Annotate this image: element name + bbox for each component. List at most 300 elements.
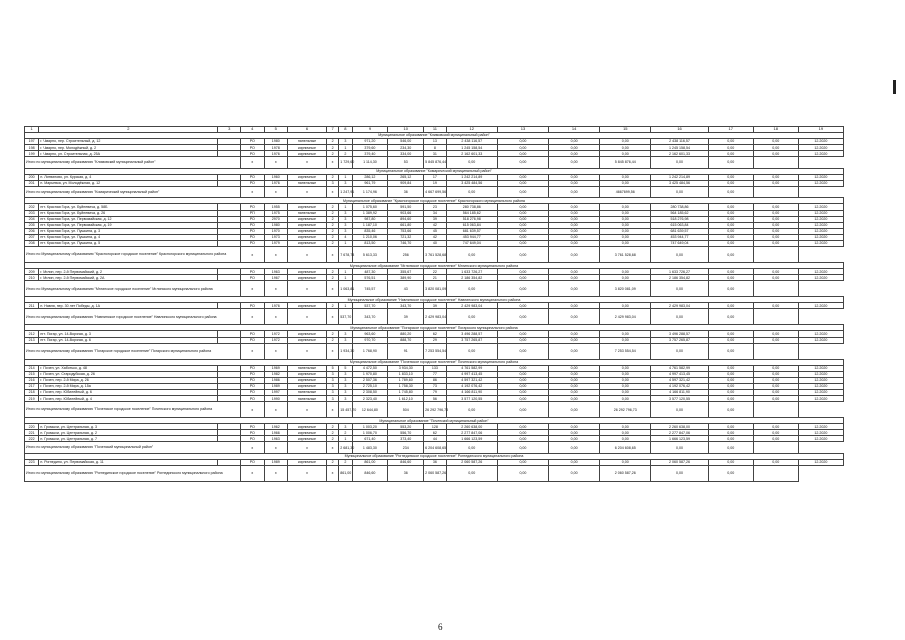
subtotal-row: [25, 281, 844, 297]
table-cell: 0,00: [497, 459, 548, 465]
table-cell: 0,00: [600, 145, 651, 151]
table-cell: 1 789,60: [388, 377, 424, 383]
table-cell: 7 678,78: [339, 247, 352, 263]
table-cell: [753, 247, 798, 263]
table-cell: 0,00: [708, 269, 753, 275]
table-cell: 222: [25, 436, 39, 442]
table-cell: 0,00: [549, 174, 600, 180]
table-cell: 2: [326, 145, 338, 151]
table-cell: 2: [339, 430, 352, 436]
table-cell: 12.2020: [798, 459, 843, 465]
table-cell: 379,40: [352, 151, 388, 157]
table-cell: 42: [424, 234, 447, 240]
table-cell: 133: [424, 365, 447, 371]
table-cell: кирпичные: [288, 430, 327, 436]
table-cell: 0,00: [549, 157, 600, 169]
table-cell: 7 253 554,54: [424, 343, 447, 359]
table-cell: 2 438 116,57: [651, 139, 708, 145]
table-cell: 4 997 413,45: [446, 371, 497, 377]
table-cell: 0,00: [600, 303, 651, 309]
subtotal-label: Итого по муниципальному образованию "Почепское городское поселение" Почепского муниципального района: [25, 402, 241, 418]
table-cell: 3: [339, 216, 352, 222]
table-cell: 2 438 116,57: [446, 139, 497, 145]
table-cell: 2: [339, 151, 352, 157]
table-cell: 0,00: [708, 222, 753, 228]
table-cell: 0,00: [549, 204, 600, 210]
table-cell: 373,40: [388, 436, 424, 442]
table-cell: 5 845 876,44: [600, 157, 651, 169]
table-cell: 0,00: [708, 459, 753, 465]
table-cell: 4 166 811,90: [651, 389, 708, 395]
table-cell: 77: [424, 371, 447, 377]
table-cell: 0,00: [651, 247, 708, 263]
table-cell: 2 162 601,33: [651, 151, 708, 157]
table-cell: 0,00: [708, 241, 753, 247]
table-cell: 0,00: [600, 459, 651, 465]
column-number-header: 6: [288, 127, 327, 133]
table-cell: 12.2020: [798, 377, 843, 383]
table-cell: 1 745,80: [388, 389, 424, 395]
table-cell: 0,00: [497, 396, 548, 402]
table-cell: 4 997 413,45: [651, 371, 708, 377]
table-cell: РО: [240, 204, 264, 210]
table-cell: 0,00: [600, 174, 651, 180]
table-cell: 1976: [264, 151, 288, 157]
table-cell: 1 245 158,54: [651, 145, 708, 151]
subtotal-row: [25, 442, 844, 454]
table-cell: 846,60: [352, 466, 388, 482]
table-cell: 2 260 638,00: [651, 424, 708, 430]
table-cell: кирпичные: [288, 269, 327, 275]
table-cell: кирпичные: [288, 436, 327, 442]
table-cell: РО: [240, 269, 264, 275]
table-cell: пгт. Красная Гора, ул. Пушкина, д. 5: [39, 241, 218, 247]
table-cell: 0,00: [708, 424, 753, 430]
table-cell: г. Мглин, пер. 2-й Первомайский, д. 2: [39, 269, 218, 275]
table-cell: 36: [388, 186, 424, 198]
table-cell: 1 758,30: [388, 383, 424, 389]
table-cell: г. Чмарно, пер. Строительный, д. 12: [39, 139, 218, 145]
table-cell: 2 429 983,04: [651, 303, 708, 309]
table-cell: 0,00: [753, 396, 798, 402]
table-cell: x: [326, 343, 338, 359]
table-cell: 0,00: [708, 402, 753, 418]
table-cell: 1986: [264, 377, 288, 383]
table-cell: 0,00: [753, 430, 798, 436]
table-cell: 0,00: [708, 174, 753, 180]
table-cell: 453 944,77: [446, 234, 497, 240]
table-cell: 1989: [264, 383, 288, 389]
column-number-header: 1: [25, 127, 39, 133]
table-cell: 0,00: [497, 309, 548, 325]
table-cell: 0,00: [549, 186, 600, 198]
table-cell: 220: [25, 424, 39, 430]
table-cell: 23: [424, 204, 447, 210]
table-cell: РО: [240, 396, 264, 402]
table-cell: РО: [240, 430, 264, 436]
section-heading: Муниципальное образование "Мглинское городское поселение" Мглинского муниципального района: [25, 263, 844, 269]
table-cell: 0,00: [549, 269, 600, 275]
table-cell: 343,70: [388, 303, 424, 309]
table-cell: п. Навля, пер. 30 лет Победы, д. 1А: [39, 303, 218, 309]
table-cell: 2 507,36: [352, 377, 388, 383]
table-cell: кирпичные: [288, 371, 327, 377]
table-cell: 2: [326, 216, 338, 222]
table-cell: 0,00: [708, 234, 753, 240]
table-cell: 2 060 587,26: [651, 459, 708, 465]
table-cell: 355,67: [388, 269, 424, 275]
table-cell: 537,70: [339, 309, 352, 325]
table-cell: x: [240, 247, 264, 263]
table-cell: 2 186 354,82: [651, 275, 708, 281]
table-cell: 0,00: [600, 430, 651, 436]
table-cell: 1: [339, 241, 352, 247]
table-cell: г. Чмарно, ул. Строительная, д. 25А: [39, 151, 218, 157]
table-cell: 3 425 484,56: [651, 180, 708, 186]
table-cell: 2 429 983,04: [424, 309, 447, 325]
table-cell: 963,60: [352, 331, 388, 337]
table-cell: 846,60: [388, 459, 424, 465]
subtotal-label: Итого по муниципальному образованию "Рогнединское городское поселение" Рогнединского муниципального района: [25, 466, 241, 482]
table-cell: 12.2020: [798, 337, 843, 343]
table-cell: 0,00: [708, 383, 753, 389]
table-cell: 0,00: [549, 331, 600, 337]
table-cell: 3 425 484,56: [446, 180, 497, 186]
table-cell: 209: [25, 269, 39, 275]
table-cell: панельные: [288, 396, 327, 402]
table-cell: г. Почеп, пер. 2-й Мира, д. 26: [39, 377, 218, 383]
table-cell: 0,00: [708, 151, 753, 157]
table-cell: 0,00: [549, 371, 600, 377]
table-cell: x: [326, 186, 338, 198]
table-cell: 0,00: [600, 216, 651, 222]
table-cell: 0,00: [753, 145, 798, 151]
table-cell: x: [240, 157, 264, 169]
table-cell: 343,70: [352, 309, 388, 325]
table-cell: 1978: [264, 145, 288, 151]
table-cell: РО: [240, 331, 264, 337]
subtotal-label: Итого по муниципальному образованию "Навлинское городское поселение" Навлинского муниципального района: [25, 309, 241, 325]
table-cell: 3: [326, 180, 338, 186]
table-cell: 1 210,06: [352, 234, 388, 240]
table-cell: РО: [240, 424, 264, 430]
table-cell: 0,00: [497, 157, 548, 169]
table-cell: 3: [339, 210, 352, 216]
table-cell: 0,00: [600, 151, 651, 157]
table-cell: 4 597 321,42: [446, 377, 497, 383]
table-cell: 1 003,20: [352, 424, 388, 430]
scan-mark: [893, 80, 896, 94]
table-cell: 0,00: [497, 402, 548, 418]
table-cell: x: [288, 442, 327, 454]
table-cell: 2 060 587,26: [446, 459, 497, 465]
table-cell: 5: [326, 365, 338, 371]
section-heading: Муниципальное образование "Комарический муниципальный район": [25, 168, 844, 174]
table-cell: 0,00: [708, 396, 753, 402]
table-cell: 0,00: [651, 186, 708, 198]
table-cell: 31: [424, 151, 447, 157]
table-cell: x: [264, 186, 288, 198]
table-cell: 2970: [264, 216, 288, 222]
table-cell: кирпичные: [288, 228, 327, 234]
table-cell: 3: [326, 389, 338, 395]
subtotal-row: [25, 247, 844, 263]
table-cell: 280 738,86: [446, 204, 497, 210]
section-heading: Муниципальное образование "Погарское городское поселение" Погарского муниципального района: [25, 325, 844, 331]
table-cell: 210: [25, 275, 39, 281]
table-cell: 3: [339, 337, 352, 343]
table-cell: 12.2020: [798, 228, 843, 234]
table-cell: РО: [240, 303, 264, 309]
table-cell: 0,00: [549, 180, 600, 186]
table-cell: 0,00: [600, 204, 651, 210]
table-cell: 3: [326, 396, 338, 402]
table-cell: 0,00: [600, 241, 651, 247]
table-cell: 2 277 847,06: [446, 430, 497, 436]
table-cell: 0,00: [497, 204, 548, 210]
table-cell: РО: [240, 377, 264, 383]
table-cell: 2: [326, 241, 338, 247]
table-cell: 13: [424, 139, 447, 145]
table-cell: 1: [339, 275, 352, 281]
table-cell: 721,32: [388, 234, 424, 240]
table-cell: 198: [25, 145, 39, 151]
table-cell: 1: [339, 303, 352, 309]
table-cell: 0,00: [497, 234, 548, 240]
table-cell: 0,00: [753, 371, 798, 377]
table-cell: 0,00: [497, 269, 548, 275]
table-cell: 880,20: [388, 331, 424, 337]
table-cell: x: [240, 281, 264, 297]
table-cell: РО: [240, 383, 264, 389]
table-cell: 1 768,90: [352, 343, 388, 359]
column-number-header: 3: [218, 127, 241, 133]
table-cell: 4 472,50: [352, 365, 388, 371]
table-cell: 2 060 587,26: [424, 466, 447, 482]
table-cell: 1 247,91: [339, 186, 352, 198]
table-cell: 0,00: [497, 371, 548, 377]
table-cell: 19: [424, 180, 447, 186]
table-cell: 0,00: [708, 377, 753, 383]
table-cell: г. Почеп, пер. 2-й Мира, д. 15а: [39, 383, 218, 389]
table-cell: 0,00: [708, 228, 753, 234]
table-cell: 2: [326, 174, 338, 180]
table-cell: 0,00: [753, 241, 798, 247]
table-cell: 894,60: [388, 216, 424, 222]
table-cell: 0,00: [549, 377, 600, 383]
table-cell: 0,00: [600, 228, 651, 234]
table-cell: РО: [240, 151, 264, 157]
table-cell: 0,00: [708, 337, 753, 343]
table-cell: панельные: [288, 389, 327, 395]
table-cell: п. Марьевка, ул. Молодёжная, д. 12: [39, 180, 218, 186]
table-cell: 2: [326, 337, 338, 343]
table-cell: 197: [25, 139, 39, 145]
table-cell: 12.2020: [798, 241, 843, 247]
table-cell: 487,30: [352, 269, 388, 275]
table-cell: 0,00: [446, 247, 497, 263]
table-cell: x: [240, 402, 264, 418]
table-cell: [753, 186, 798, 198]
column-number-header: 15: [600, 127, 651, 133]
table-cell: 1 633 726,27: [651, 269, 708, 275]
table-cell: 2 429 983,04: [446, 303, 497, 309]
table-cell: x: [288, 466, 327, 482]
table-cell: 0,00: [549, 402, 600, 418]
table-cell: 29: [424, 337, 447, 343]
table-cell: 0,00: [753, 222, 798, 228]
table-cell: 564 185,62: [651, 210, 708, 216]
table-cell: 1 114,30: [352, 157, 388, 169]
table-cell: 0,00: [708, 186, 753, 198]
table-cell: 2 323,40: [352, 396, 388, 402]
table-cell: 3 761 528,68: [600, 247, 651, 263]
table-cell: 1972: [264, 331, 288, 337]
table-cell: 3 757 265,87: [651, 337, 708, 343]
table-cell: 4: [339, 234, 352, 240]
table-cell: 0,00: [753, 180, 798, 186]
table-cell: РО: [240, 275, 264, 281]
table-cell: x: [288, 186, 327, 198]
column-number-header: 19: [798, 127, 843, 133]
table-cell: 0,00: [549, 275, 600, 281]
table-cell: кирпичные: [288, 216, 327, 222]
table-cell: 546,00: [388, 139, 424, 145]
table-cell: 4 166 811,90: [446, 389, 497, 395]
table-cell: 1972: [264, 337, 288, 343]
table-cell: 746,70: [388, 241, 424, 247]
column-number-header: 8: [339, 127, 352, 133]
table-cell: x: [288, 247, 327, 263]
table-cell: 0,00: [549, 337, 600, 343]
column-number-header: 13: [497, 127, 548, 133]
section-heading: Муниципальное образование "Почепский муниципальный район": [25, 418, 844, 424]
table-cell: [753, 466, 798, 482]
table-cell: 909,84: [388, 180, 424, 186]
table-cell: РО: [240, 216, 264, 222]
table-cell: x: [326, 402, 338, 418]
table-cell: 3: [326, 377, 338, 383]
table-cell: 0,00: [549, 210, 600, 216]
column-number-header: 7: [326, 127, 338, 133]
table-cell: 15 457,70: [339, 402, 352, 418]
table-cell: кирпичные: [288, 222, 327, 228]
table-cell: 280 738,86: [651, 204, 708, 210]
table-cell: 12.2020: [798, 371, 843, 377]
table-cell: 4667699,56: [600, 186, 651, 198]
table-cell: 2: [326, 151, 338, 157]
table-cell: 681 639,57: [446, 228, 497, 234]
table-cell: 0,00: [549, 139, 600, 145]
table-cell: [753, 343, 798, 359]
table-cell: 0,00: [753, 365, 798, 371]
table-cell: 1 970,80: [352, 371, 388, 377]
table-cell: x: [240, 309, 264, 325]
table-cell: 0,00: [497, 241, 548, 247]
table-cell: 1: [339, 204, 352, 210]
table-cell: 0,00: [549, 442, 600, 454]
table-cell: 3 757 265,87: [446, 337, 497, 343]
table-cell: 2: [326, 234, 338, 240]
table-cell: 204: [25, 216, 39, 222]
table-cell: 0,00: [497, 139, 548, 145]
table-cell: 0,00: [549, 151, 600, 157]
table-cell: 1 666 123,59: [446, 436, 497, 442]
column-number-header: 9: [352, 127, 388, 133]
table-cell: 0,00: [753, 424, 798, 430]
table-cell: 0,00: [600, 436, 651, 442]
table-cell: 1 187,10: [352, 222, 388, 228]
table-cell: 42: [424, 222, 447, 228]
table-cell: 671,40: [352, 436, 388, 442]
table-cell: 1967: [264, 275, 288, 281]
table-cell: 12.2020: [798, 204, 843, 210]
table-cell: 1997: [264, 389, 288, 395]
table-cell: 970,70: [352, 337, 388, 343]
subtotal-label: Итого по муниципальному образованию "Комарический муниципальный район": [25, 186, 241, 198]
table-cell: 2: [326, 210, 338, 216]
table-cell: 1 483,30: [352, 442, 388, 454]
table-cell: 0,00: [549, 216, 600, 222]
table-cell: 1963: [264, 436, 288, 442]
table-cell: 62: [424, 430, 447, 436]
table-cell: 203: [25, 210, 39, 216]
table-cell: 1960: [264, 174, 288, 180]
table-cell: 1 174,96: [352, 186, 388, 198]
table-cell: 3: [339, 377, 352, 383]
table-cell: 1 729,60: [339, 157, 352, 169]
table-cell: 3: [339, 228, 352, 234]
table-cell: 3: [326, 371, 338, 377]
table-cell: 0,00: [446, 186, 497, 198]
table-cell: 2: [326, 269, 338, 275]
table-cell: 39: [388, 309, 424, 325]
table-cell: 2 725,10: [352, 383, 388, 389]
table-cell: 747 649,04: [446, 241, 497, 247]
table-cell: x: [326, 247, 338, 263]
table-cell: 2 260 638,00: [446, 424, 497, 430]
table-cell: 1982: [264, 371, 288, 377]
table-cell: 0,00: [497, 186, 548, 198]
table-cell: 987,80: [352, 216, 388, 222]
column-number-header: 16: [651, 127, 708, 133]
table-cell: 3 577 120,55: [446, 396, 497, 402]
table-cell: 40: [424, 241, 447, 247]
table-cell: п. Громыхи, ул. Центральная, д. 7: [39, 436, 218, 442]
table-cell: 0,00: [549, 281, 600, 297]
table-cell: 1 063,81: [339, 281, 352, 297]
table-cell: 0,00: [497, 343, 548, 359]
subtotal-row: [25, 466, 844, 482]
table-cell: п. Громыхи, ул. Центральная, д. 2: [39, 430, 218, 436]
table-cell: 1 934,30: [339, 343, 352, 359]
table-cell: 553,20: [388, 424, 424, 430]
table-cell: 265,12: [388, 174, 424, 180]
table-cell: 0,00: [708, 210, 753, 216]
table-cell: 0,00: [753, 459, 798, 465]
table-cell: [753, 157, 798, 169]
table-cell: 3 761 528,68: [424, 247, 447, 263]
table-cell: 0,00: [708, 331, 753, 337]
table-cell: 34: [424, 210, 447, 216]
table-cell: 0,00: [549, 222, 600, 228]
table-cell: п. Литвиново, ул. Курская, д. 4: [39, 174, 218, 180]
table-cell: 73: [424, 383, 447, 389]
table-cell: [753, 309, 798, 325]
table-cell: 0,00: [497, 430, 548, 436]
table-cell: п. Рогнедино, ул. Первомайская, д. 11: [39, 459, 218, 465]
table-cell: 3: [339, 331, 352, 337]
